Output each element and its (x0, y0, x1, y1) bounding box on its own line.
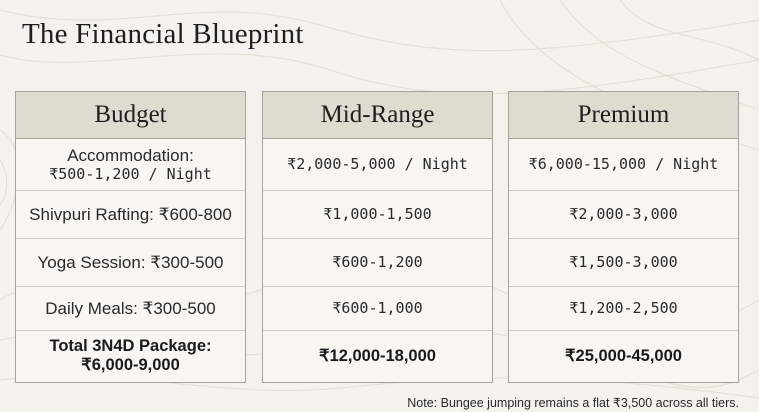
total-row: ₹25,000-45,000 (565, 346, 682, 365)
total-row: ₹12,000-18,000 (319, 346, 436, 365)
accommodation-row: ₹2,000-5,000 / Night (263, 139, 492, 191)
accommodation-row: ₹6,000-15,000 / Night (509, 139, 738, 191)
total-value: ₹6,000-9,000 (81, 356, 180, 374)
page-title: The Financial Blueprint (22, 18, 304, 50)
tier-header-premium: Premium (509, 92, 738, 139)
total-label: Total 3N4D Package: (49, 337, 212, 356)
accommodation-row (16, 139, 245, 191)
total-row (16, 331, 245, 381)
accommodation-value: ₹500-1,200 / Night (49, 164, 212, 183)
premium-tier-card (508, 91, 739, 383)
budget-tier-card (15, 91, 246, 383)
mid-range-tier-card (262, 91, 493, 383)
footnote: Note: Bungee jumping remains a flat ₹3,500 across all tiers. (407, 396, 739, 410)
meals-row: ₹600-1,000 (263, 287, 492, 331)
rafting-row: ₹1,000-1,500 (263, 191, 492, 239)
accommodation-label: Accommodation: (67, 146, 194, 166)
tier-header-budget: Budget (16, 92, 245, 139)
rafting-row: Shivpuri Rafting: ₹600-800 (16, 191, 245, 239)
meals-row: Daily Meals: ₹300-500 (16, 287, 245, 331)
yoga-row: ₹600-1,200 (263, 239, 492, 287)
meals-row: ₹1,200-2,500 (509, 287, 738, 331)
tier-header-mid-range: Mid-Range (263, 92, 492, 139)
rafting-row: ₹2,000-3,000 (509, 191, 738, 239)
yoga-row: Yoga Session: ₹300-500 (16, 239, 245, 287)
yoga-row: ₹1,500-3,000 (509, 239, 738, 287)
